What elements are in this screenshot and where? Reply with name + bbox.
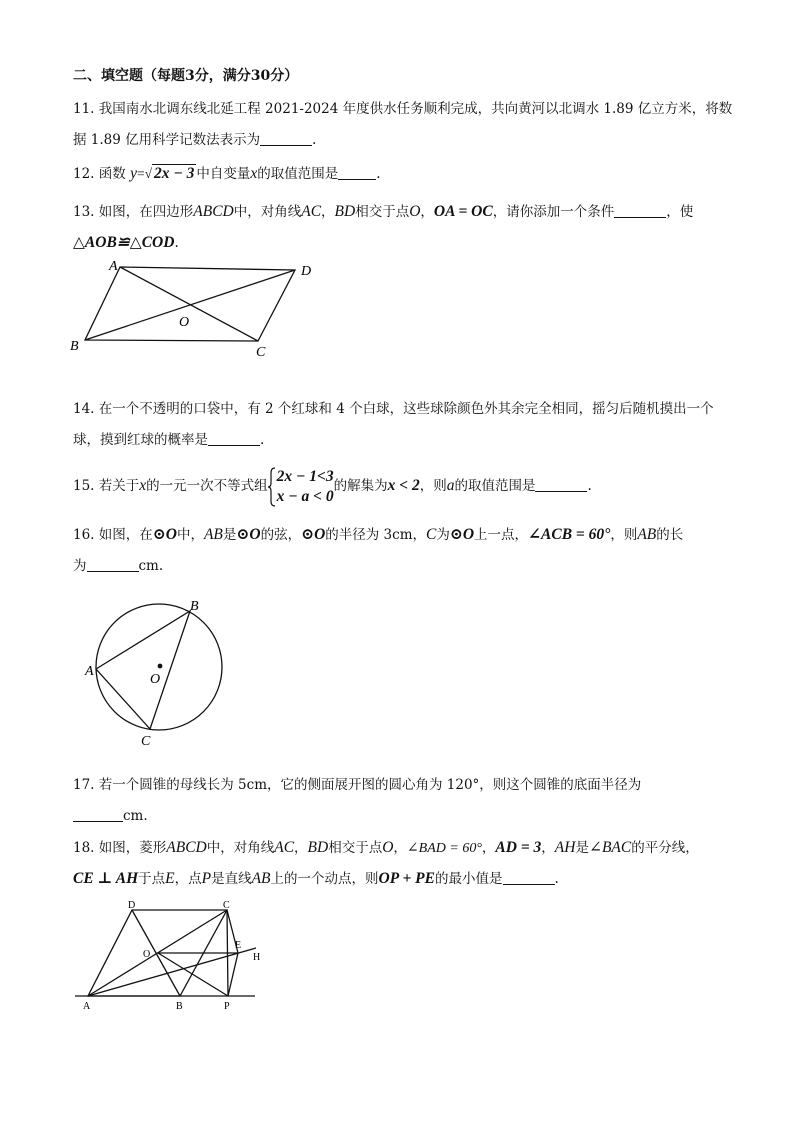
q16-triangle [96, 611, 190, 729]
q18-text-h: 的平分线， [631, 840, 699, 856]
q16-circle-o-1: ⊙O [152, 526, 177, 543]
q18-expression: OP + PE [378, 870, 435, 887]
q15-solution: x < 2 [387, 477, 420, 494]
q16-text-e: 的半径为 3cm， [325, 527, 427, 543]
q12-radicand: 2x − 3 [154, 165, 195, 182]
q18-ac: AC [274, 839, 295, 856]
q18-text-i: 于点 [138, 871, 166, 887]
q16-text-c: 是 [222, 527, 237, 543]
q15-text-e: 的取值范围是 [454, 478, 536, 494]
q14-answer-blank[interactable] [208, 431, 260, 446]
q11-answer-blank[interactable] [260, 131, 312, 146]
q18-perp: CE ⊥ AH [73, 870, 139, 887]
q18-bd: BD [307, 839, 329, 856]
q13-abcd: ABCD [193, 203, 234, 220]
q13-ac: AC [301, 203, 322, 220]
q13-label-d: D [301, 264, 312, 279]
q18-bac: ∠BAC [588, 839, 632, 856]
q15-end: . [587, 478, 592, 494]
q16-angle: ∠ACB = 60° [528, 526, 611, 543]
q16-ab: AB [203, 526, 223, 543]
q18-ah: AH [554, 839, 576, 856]
q18-text-c: 相交于点 [328, 840, 383, 856]
q18-line1 [73, 838, 699, 859]
q16-text-g: 上一点， [474, 527, 529, 543]
q14-line1: 14. 在一个不透明的口袋中，有 2 个红球和 4 个白球，这些球除颜色外其余完全相同，摇匀后随机摸出一个 [73, 401, 714, 417]
q18-line2 [73, 869, 559, 889]
q13-text-b: 中，对角线 [233, 204, 302, 220]
q12-text-a: 中自变量 [196, 166, 251, 182]
q16-unit: cm. [138, 558, 164, 574]
q15-x: x [139, 477, 147, 494]
q16-circle-o-3: ⊙O [301, 526, 326, 543]
q16-line2 [73, 556, 163, 576]
q13-text-c: 相交于点 [355, 204, 410, 220]
q11-line1: 11. 我国南水北调东线北延工程 2021-2024 年度供水任务顺利完成，共向黄河以北调水 1.89 亿立方米，将数 [73, 101, 733, 117]
q13-congruence: △AOB≌△COD [73, 234, 175, 251]
q12-x: x [250, 165, 258, 182]
q16-text-i: 的长 [656, 527, 684, 543]
q12-num: 12. 函数 [73, 166, 126, 182]
q15-a: a [446, 477, 455, 494]
q13-label-a: A [109, 259, 118, 274]
q16-label-o: O [150, 672, 161, 687]
q15-text-d: ，则 [419, 478, 447, 494]
q13-answer-blank[interactable] [614, 203, 666, 218]
q12-sqrt: √ 2x − 3 [144, 165, 195, 182]
q16-label-c: C [141, 734, 151, 749]
q18-abcd: ABCD [166, 839, 207, 856]
q18-bisector-ah [88, 948, 256, 996]
q13-text-f: ，使 [666, 204, 694, 220]
q15-text-a: 15. 若关于 [73, 478, 140, 494]
q16-text-b: 中， [176, 527, 204, 543]
q14-end: . [260, 432, 265, 448]
q12-answer-blank[interactable] [338, 165, 376, 180]
q18-label-a: A [83, 1001, 91, 1012]
q18-text-d: ， [393, 840, 407, 856]
q16-circle-o-4: ⊙O [449, 526, 475, 543]
q18-end: . [554, 871, 559, 887]
q16-text-a: 16. 如图，在 [73, 527, 153, 543]
q13-o: O [409, 203, 421, 220]
q15-ineq2: x − a < 0 [276, 487, 334, 505]
q13-bd: BD [334, 203, 356, 220]
q18-answer-blank[interactable] [503, 870, 555, 885]
q13-text-e: ，请你添加一个条件 [492, 204, 615, 220]
q13-condition: OA = OC [433, 203, 493, 220]
q18-angle: ∠BAD = 60° [406, 841, 482, 856]
q12-eq: = [136, 166, 145, 181]
q16-answer-blank[interactable] [87, 557, 139, 572]
q13-label-b: B [70, 339, 79, 354]
q18-text-b: 中，对角线 [206, 840, 275, 856]
q18-text-j: ，点 [174, 871, 202, 887]
q13-text-a: 13. 如图，在四边形 [73, 204, 194, 220]
q18-p: P [201, 870, 212, 887]
q18-label-p: P [224, 1001, 230, 1012]
q18-comma: ， [294, 840, 308, 856]
q18-ab: AB [251, 870, 271, 887]
q11-end: . [312, 132, 317, 148]
q12-y: y [130, 165, 137, 182]
q18-label-h: H [253, 952, 261, 963]
q18-label-b: B [176, 1001, 183, 1012]
q18-o: O [382, 839, 394, 856]
q14-text: 球，摸到红球的概率是 [73, 432, 208, 448]
q16-ab-2: AB [637, 526, 657, 543]
q16-line1 [73, 525, 683, 545]
q18-text-g: 是 [575, 840, 589, 856]
q16-c: C [426, 526, 437, 543]
q16-label-a: A [85, 664, 94, 679]
q18-label-c: C [223, 900, 230, 911]
q18-e: E [165, 870, 175, 887]
q13-line1 [73, 202, 693, 222]
q17-unit: cm. [123, 808, 148, 824]
q15-text-b: 的一元一次不等式组 [146, 478, 268, 494]
q16-label-b: B [190, 599, 199, 614]
q13-text-d: ， [420, 204, 434, 220]
q18-label-o: O [143, 949, 151, 960]
q18-text-m: 的最小值是 [435, 871, 503, 887]
q16-text-h: ，则 [610, 527, 638, 543]
q15-line [73, 466, 592, 507]
q13-comma: ， [321, 204, 335, 220]
q15-answer-blank[interactable] [535, 477, 587, 492]
q16-figure [80, 595, 240, 750]
q13-figure [65, 255, 315, 360]
q18-text-l: 上的一个动点，则 [270, 871, 379, 887]
q16-text-f: 为 [436, 527, 450, 543]
section-heading: 二、填空题（每题3分，满分30分） [73, 68, 299, 84]
q15-inequality-system [268, 467, 334, 507]
q18-figure [70, 898, 270, 1013]
q11-text: 据 1.89 亿用科学记数法表示为 [73, 132, 261, 148]
q13-label-c: C [256, 345, 266, 360]
q17-line2 [73, 806, 148, 826]
q14-line2 [73, 430, 264, 450]
q18-text-f: ， [541, 840, 555, 856]
q12-end: . [376, 166, 381, 182]
q15-ineq1: 2x − 1<3 [276, 467, 334, 485]
q11-line2 [73, 130, 316, 150]
q13-label-o: O [179, 315, 190, 330]
q18-text-k: 是直线 [211, 871, 252, 887]
q16-center-dot [158, 664, 163, 669]
q12-text-b: 的取值范围是 [257, 166, 339, 182]
q18-text-a: 18. 如图，菱形 [73, 840, 167, 856]
q18-label-e: E [235, 940, 242, 951]
q16-circle-o-2: ⊙O [236, 526, 261, 543]
q18-label-d: D [128, 900, 136, 911]
q16-line2-text: 为 [73, 558, 87, 574]
q17-answer-blank[interactable] [73, 807, 123, 822]
q18-ad: AD = 3 [495, 839, 542, 856]
q15-text-c: 的解集为 [333, 478, 388, 494]
q15-brace [268, 467, 276, 507]
q12-line [73, 164, 381, 184]
q18-segment-pe [228, 953, 238, 996]
q13-line2-end: . [174, 235, 179, 251]
q18-text-e: ， [481, 840, 496, 856]
q17-line1: 17. 若一个圆锥的母线长为 5cm，它的侧面展开图的圆心角为 120°，则这个圆锥的底面半径为 [73, 777, 642, 793]
q13-line2 [73, 233, 179, 253]
q16-text-d: 的弦， [260, 527, 302, 543]
